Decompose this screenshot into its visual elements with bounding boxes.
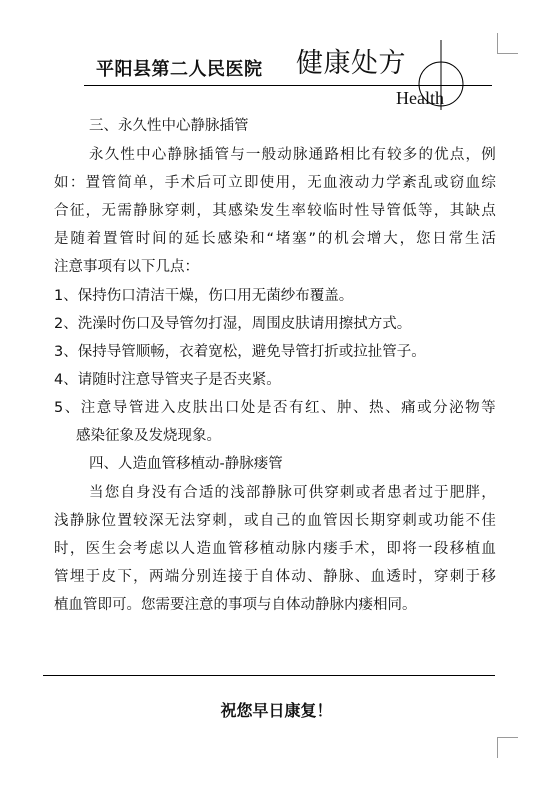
section-4-body-line: 管 埋 于 皮 下 ， 两 端 分 别 连 接 于 自 体 动 、 静 脉 、 血 透 时 ， 穿 刺 于 移 bbox=[54, 569, 496, 585]
closing-wish: 祝您早日康复！ bbox=[220, 701, 333, 720]
list-item: 4、请随时注意导管夹子是否夹紧。 bbox=[54, 372, 281, 388]
section-3-intro-line: 永 久 性 中 心 静 脉 插 管 与 一 般 动 脉 通 路 相 比 有 较 多 的 优 点 ， 例 bbox=[89, 147, 496, 163]
hospital-name: 平阳县第二人民医院 bbox=[96, 59, 263, 80]
list-item: 1、保持伤口清洁干燥，伤口用无菌纱布覆盖。 bbox=[54, 288, 354, 304]
section-4-body-line: 植血管即可。您需要注意的事项与自体动静脉内瘘相同。 bbox=[54, 597, 417, 613]
section-3-heading: 三、永久性中心静脉插管 bbox=[89, 118, 249, 134]
section-4-body-line: 时 ， 医 生 会 考 虑 以 人 造 血 管 移 植 动 脉 内 瘘 手 术 ， 即 将 一 段 移 植 血 bbox=[54, 541, 496, 557]
list-item: 2、洗澡时伤口及导管勿打湿，周围皮肤请用擦拭方式。 bbox=[54, 316, 412, 332]
crosshair-logo-icon bbox=[0, 0, 553, 120]
section-3-intro-line: 如 ： 置 管 简 单 ， 手 术 后 可 立 即 使 用 ， 无 血 液 动 力 学 紊 乱 或 窃 血 综 bbox=[54, 175, 496, 191]
list-item: 3、保持导管顺畅，衣着宽松，避免导管打折或拉扯管子。 bbox=[54, 344, 426, 360]
list-item: 5 、 注 意 导 管 进 入 皮 肤 出 口 处 是 否 有 红 、 肿 、 热 、 痛 或 分 泌 物 等 bbox=[54, 400, 496, 416]
prescription-title: 健康处方 bbox=[296, 48, 406, 79]
section-4-body-line: 浅 静 脉 位 置 较 深 无 法 穿 刺 ， 或 自 己 的 血 管 因 长 期 穿 刺 或 功 能 不 佳 bbox=[54, 513, 496, 529]
section-4-heading: 四、人造血管移植动-静脉瘘管 bbox=[89, 456, 283, 472]
page-corner-mark-bottom-right bbox=[497, 737, 518, 758]
section-3-intro-line: 是 随 着 置 管 时 间 的 延 长 感 染 和 “ 堵 塞 ” 的 机 会 增 大 ， 您 日 常 生 活 bbox=[54, 231, 496, 247]
health-label: Health bbox=[396, 88, 444, 108]
section-3-intro-line: 注意事项有以下几点： bbox=[54, 259, 199, 275]
section-4-body-line: 当 您 自 身 没 有 合 适 的 浅 部 静 脉 可 供 穿 刺 或 者 患 者 过 于 肥 胖 ， bbox=[89, 485, 496, 501]
prescription-header bbox=[0, 0, 553, 110]
list-item-continuation: 感染征象及发烧现象。 bbox=[76, 428, 221, 444]
section-3-intro-line: 合 征 ， 无 需 静 脉 穿 刺 ， 其 感 染 发 生 率 较 临 时 性 导 管 低 等 ， 其 缺 点 bbox=[54, 203, 496, 219]
footer-rule bbox=[43, 675, 495, 676]
